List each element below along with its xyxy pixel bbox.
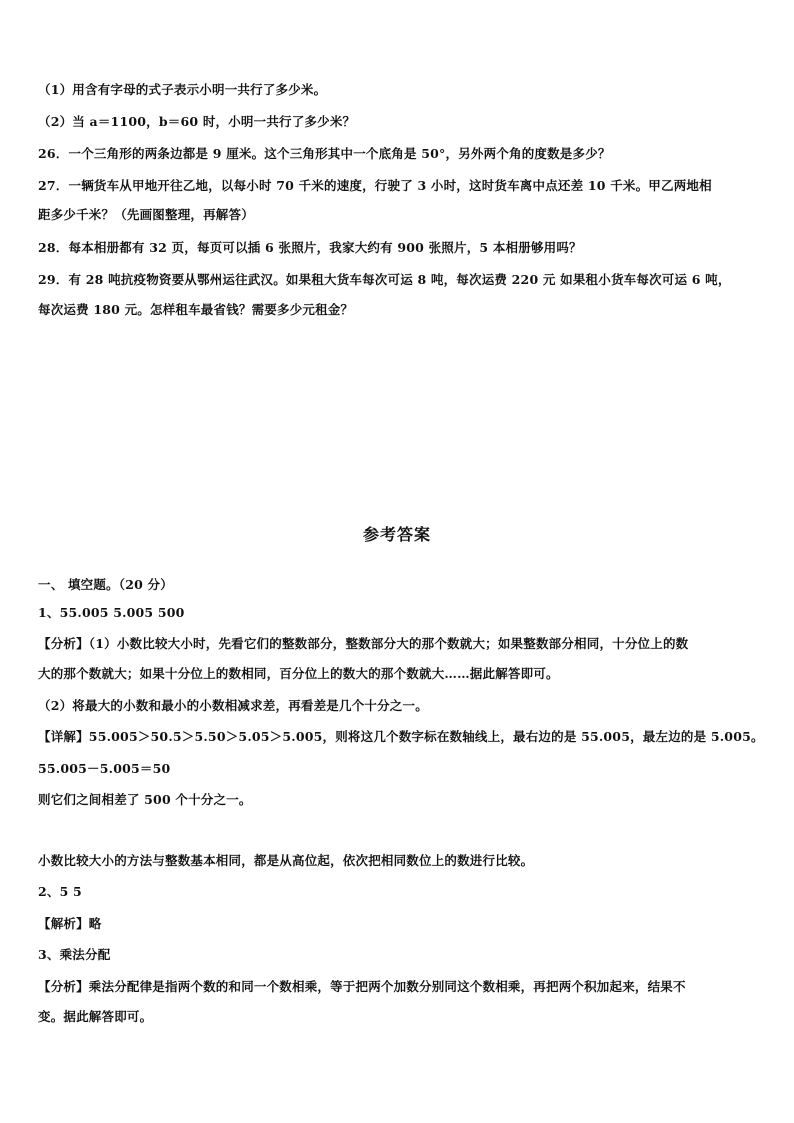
answer-3-analysis-line-1: 【分析】乘法分配律是指两个数的和同一个数相乘，等于把两个加数分别同这个数相乘，再把两个积加起来，结果不 [38,979,686,994]
answer-1-analysis-line-3: （2）将最大的小数和最小的小数相减求差，再看差是几个十分之一。 [38,698,428,713]
question-27-line-1: 27．一辆货车从甲地开往乙地，以每小时 70 千米的速度，行驶了 3 小时，这时货车离中点还差 10 千米。甲乙两地相 [38,178,712,193]
question-27-line-2: 距多少千米？（先画图整理，再解答） [38,207,254,222]
question-26: 26．一个三角形的两条边都是 9 厘米。这个三角形其中一个底角是 50°，另外两个角的度数是多少？ [38,146,611,161]
answer-1-analysis-line-1: 【分析】（1）小数比较大小时，先看它们的整数部分，整数部分大的那个数就大；如果整数部分相同，十分位上的数 [38,636,689,651]
section-1-heading: 一、 填空题。（20 分） [38,577,173,592]
answer-1: 1、55.005 5.005 500 [38,605,185,620]
question-29-line-2: 每次运费 180 元。怎样租车最省钱？需要多少元租金？ [38,302,354,317]
answer-1-note: 小数比较大小的方法与整数基本相同，都是从高位起，依次把相同数位上的数进行比较。 [38,853,534,868]
answer-1-detail-line-1: 【详解】55.005＞50.5＞5.50＞5.05＞5.005，则将这几个数字标在数轴线上，最右边的是 55.005，最左边的是 5.005。 [38,729,764,744]
answer-3: 3、乘法分配 [38,947,111,962]
answer-1-analysis-line-2: 大的那个数就大；如果十分位上的数相同，百分位上的数大的那个数就大……据此解答即可。 [38,666,559,681]
answer-1-detail-line-2: 55.005－5.005＝50 [38,761,171,776]
answer-2-analysis: 【解析】略 [38,916,102,931]
question-29-line-1: 29．有 28 吨抗疫物资要从鄂州运往武汉。如果租大货车每次可运 8 吨，每次运费 220 元 如果租小货车每次可运 6 吨， [38,272,731,287]
answer-2: 2、5 5 [38,884,82,899]
question-25-part-1: （1）用含有字母的式子表示小明一共行了多少米。 [38,82,327,97]
answer-3-analysis-line-2: 变。据此解答即可。 [38,1009,153,1024]
question-25-part-2: （2）当 a＝1100，b＝60 时，小明一共行了多少米？ [38,114,356,129]
question-28: 28．每本相册都有 32 页，每页可以插 6 张照片，我家大约有 900 张照片，5 本相册够用吗？ [38,240,582,255]
answer-1-detail-line-3: 则它们之间相差了 500 个十分之一。 [38,792,252,807]
answer-key-title: 参考答案 [362,525,431,544]
